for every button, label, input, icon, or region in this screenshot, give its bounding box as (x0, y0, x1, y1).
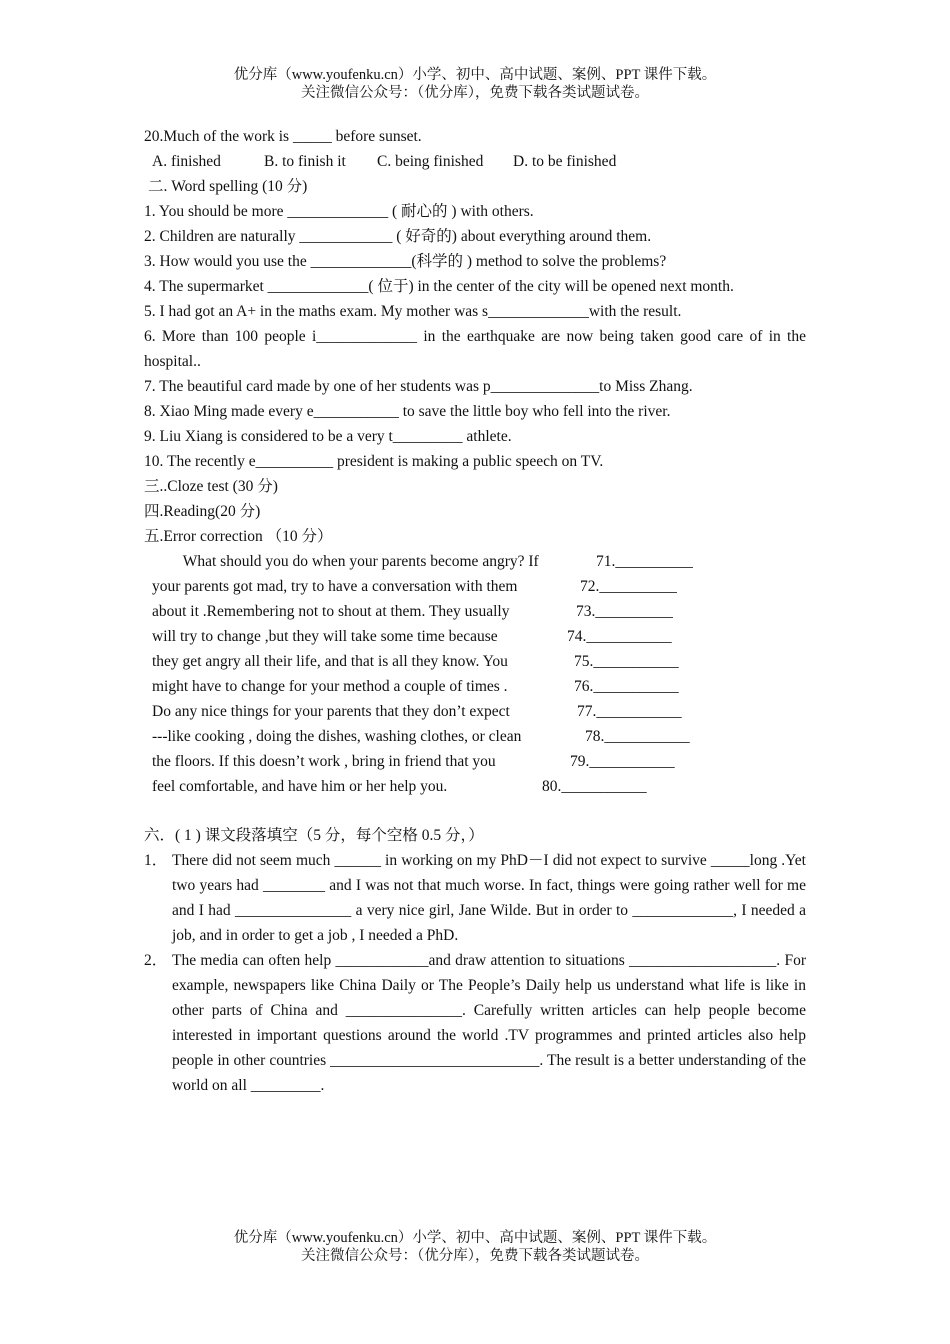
spelling-item-7: 7. The beautiful card made by one of her students was p______________to Miss Zhang. (144, 378, 693, 395)
spelling-item-2: 2. Children are naturally ____________ ( 好奇的) about everything around them. (144, 228, 652, 245)
passage-text-1: There did not seem much ______ in working on my PhD－I did not expect to survive _____long .Yet two years had ________ and I was not that much worse. In fact, things were going rather well for me and I had _______________ a very nice girl, Jane Wilde. But in order to _____________, I needed a job, and in order to get a job , I needed a PhD. (172, 852, 806, 944)
footer-line-1: 优分库（www.youfenku.cn）小学、初中、高中试题、案例、PPT 课件下载。 (233, 1230, 717, 1246)
option-b: B. to finish it (264, 153, 346, 170)
passage-item-1 (144, 848, 806, 948)
option-c: C. being finished (377, 153, 484, 170)
section-5-heading: 五.Error correction （10 分） (144, 528, 333, 545)
section-2-heading: 二. Word spelling (10 分) (148, 178, 308, 195)
question-20-options (144, 149, 806, 174)
error-line-74: will try to change ,but they will take some time because 74.___________ (152, 628, 672, 645)
exam-content (144, 124, 806, 1098)
question-20-stem: 20.Much of the work is _____ before sunset. (144, 128, 422, 145)
error-line-76: might have to change for your method a couple of times . 76.___________ (152, 678, 679, 695)
error-line-78: ---like cooking , doing the dishes, washing clothes, or clean 78.___________ (152, 728, 690, 745)
error-line-72: your parents got mad, try to have a conversation with them 72.__________ (152, 578, 677, 595)
error-line-71: What should you do when your parents become angry? If 71.__________ (152, 553, 693, 570)
footer-line-2: 关注微信公众号：（优分库），免费下载各类试题试卷。 (301, 1248, 649, 1264)
section-6-heading: 六．( 1 ) 课文段落填空（5 分，每个空格 0.5 分，） (144, 827, 484, 844)
section-3-heading: 三..Cloze test (30 分) (144, 478, 278, 495)
error-correction-passage (144, 549, 806, 799)
error-line-75: they get angry all their life, and that is all they know. You 75.___________ (152, 653, 679, 670)
error-line-73: about it .Remembering not to shout at them. They usually 73.__________ (152, 603, 673, 620)
option-a: A. finished (152, 153, 221, 170)
spelling-item-1: 1. You should be more _____________ ( 耐心的 ) with others. (144, 203, 534, 220)
passage-item-2 (144, 948, 806, 1098)
passage-number-1: 1． (144, 852, 168, 869)
option-d: D. to be finished (513, 153, 617, 170)
error-line-77: Do any nice things for your parents that they don’t expect 77.___________ (152, 703, 682, 720)
spelling-item-8: 8. Xiao Ming made every e___________ to save the little boy who fell into the river. (144, 403, 671, 420)
error-line-79: the floors. If this doesn’t work , bring in friend that you 79.___________ (152, 753, 675, 770)
spelling-item-5: 5. I had got an A+ in the maths exam. My mother was s_____________with the result. (144, 303, 682, 320)
header-line-2: 关注微信公众号：（优分库），免费下载各类试题试卷。 (301, 85, 649, 101)
error-line-80: feel comfortable, and have him or her help you. 80.___________ (152, 778, 647, 795)
page-footer (0, 1229, 950, 1265)
page-header (0, 66, 950, 102)
spelling-item-9: 9. Liu Xiang is considered to be a very t_________ athlete. (144, 428, 512, 445)
section-4-heading: 四.Reading(20 分) (144, 503, 261, 520)
header-line-1: 优分库（www.youfenku.cn）小学、初中、高中试题、案例、PPT 课件下载。 (233, 67, 717, 83)
spelling-item-3: 3. How would you use the _____________(科学的 ) method to solve the problems? (144, 253, 667, 270)
passage-number-2: 2． (144, 952, 168, 969)
spelling-item-10: 10. The recently e__________ president is making a public speech on TV. (144, 453, 604, 470)
spelling-item-6: 6. More than 100 people i_____________ in the earthquake are now being taken good care of in the hospital.. (144, 328, 806, 370)
spacer (144, 799, 806, 823)
passage-text-2: The media can often help ____________and draw attention to situations ___________________. For example, newspapers like China Daily or The People’s Daily help us understand what life is like in other parts of China and _______________. Carefully written articles can help people become interested in important questions around the world .TV programmes and printed articles also help people in other countries ___________________________. The result is a better understanding of the world on all _________. (172, 952, 806, 1094)
spelling-item-4: 4. The supermarket _____________( 位于) in the center of the city will be opened next month. (144, 278, 734, 295)
